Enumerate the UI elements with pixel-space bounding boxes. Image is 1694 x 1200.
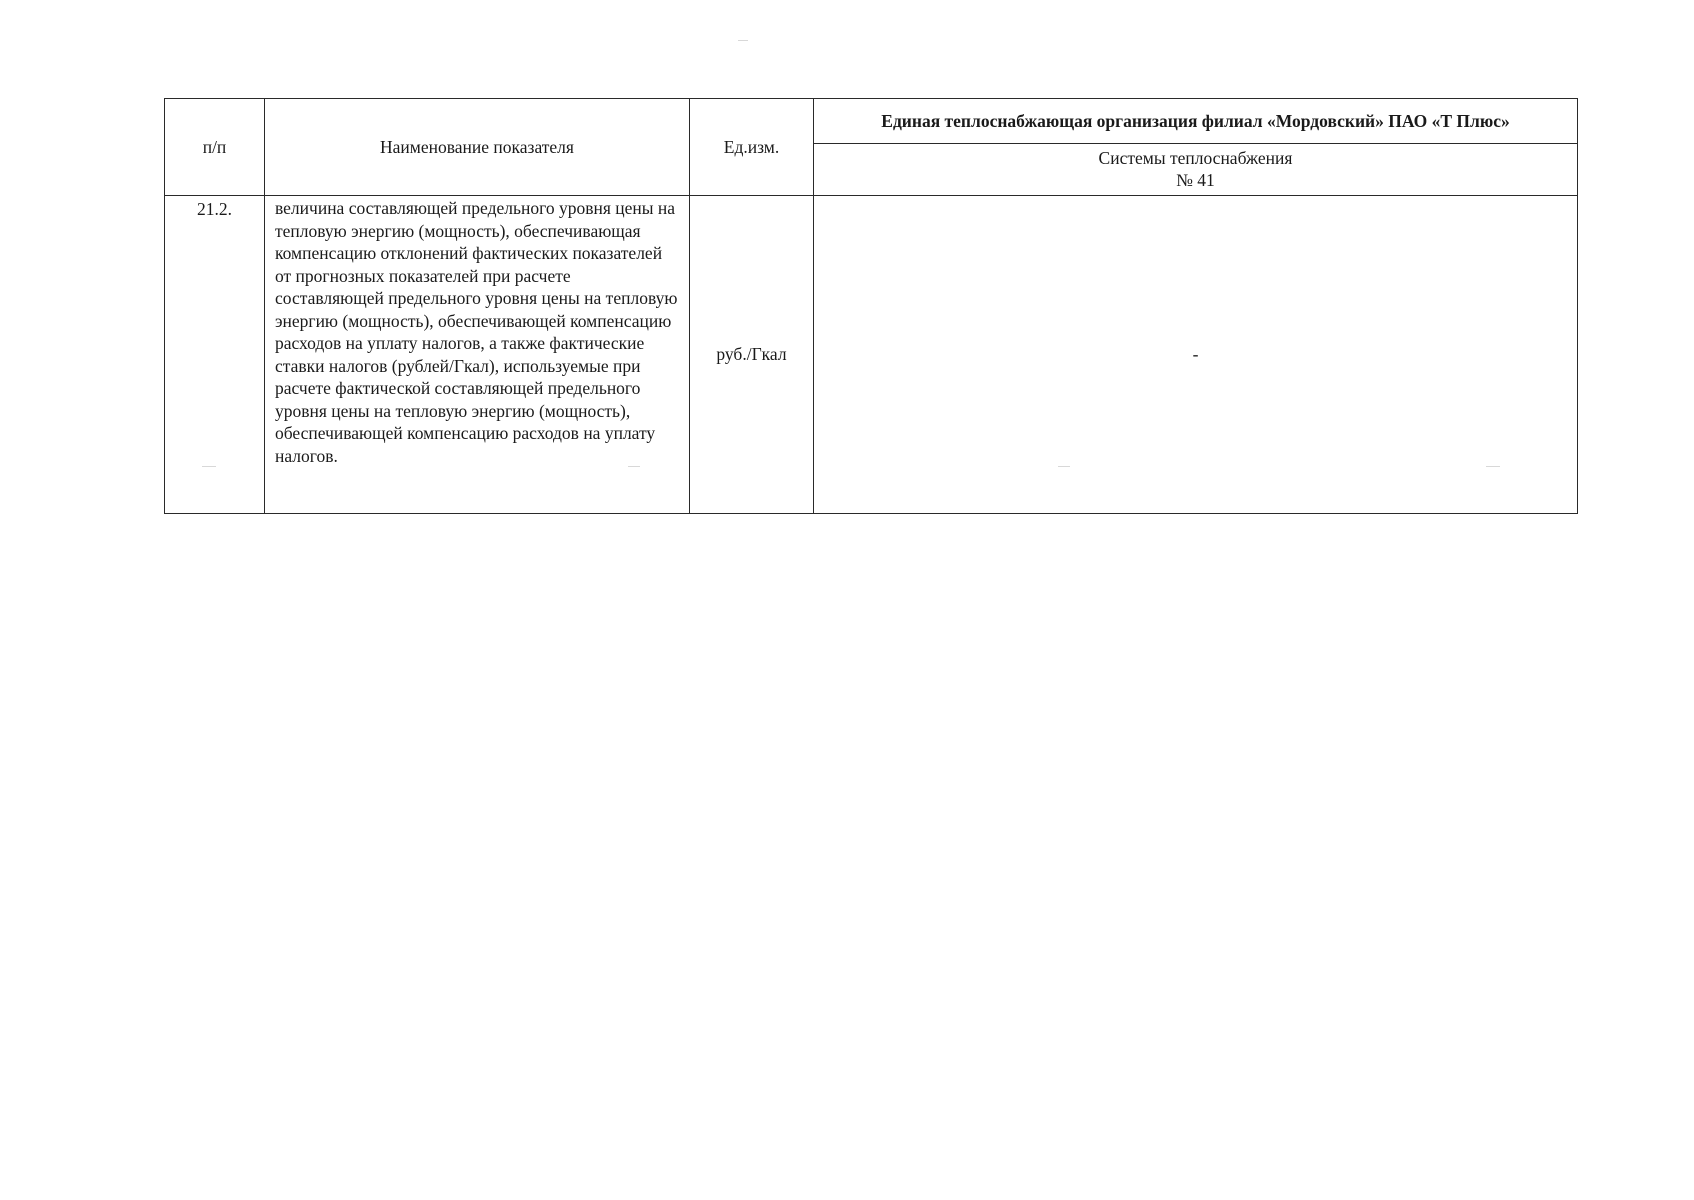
- row-unit: руб./Гкал: [690, 196, 814, 514]
- header-name: Наименование показателя: [265, 99, 690, 196]
- row-number: 21.2.: [165, 196, 265, 514]
- header-unit: Ед.изм.: [690, 99, 814, 196]
- header-systems: [814, 143, 1578, 195]
- row-indicator-name: величина составляющей предельного уровня цены на тепловую энергию (мощность), обеспечивающая компенсацию отклонений фактических показателей от прогнозных показателей при расчете составляющей предельного уровня цены на тепловую энергию (мощность), обеспечивающей компенсацию расходов на уплату налогов, а также фактические ставки налогов (рублей/Гкал), используемые при расчете фактической составляющей предельного уровня цены на тепловую энергию (мощность), обеспечивающей компенсацию расходов на уплату налогов.: [265, 196, 690, 514]
- header-organization: Единая теплоснабжающая организация филиал «Мордовский» ПАО «Т Плюс»: [814, 99, 1578, 144]
- scan-speck: [738, 40, 748, 41]
- row-value: -: [814, 196, 1578, 514]
- systems-label: Системы теплоснабжения: [1098, 148, 1293, 169]
- system-number: № 41: [1176, 170, 1215, 191]
- table-row: [165, 196, 1578, 514]
- indicator-table: [164, 98, 1578, 514]
- table-header-row: [165, 99, 1578, 144]
- header-num: п/п: [165, 99, 265, 196]
